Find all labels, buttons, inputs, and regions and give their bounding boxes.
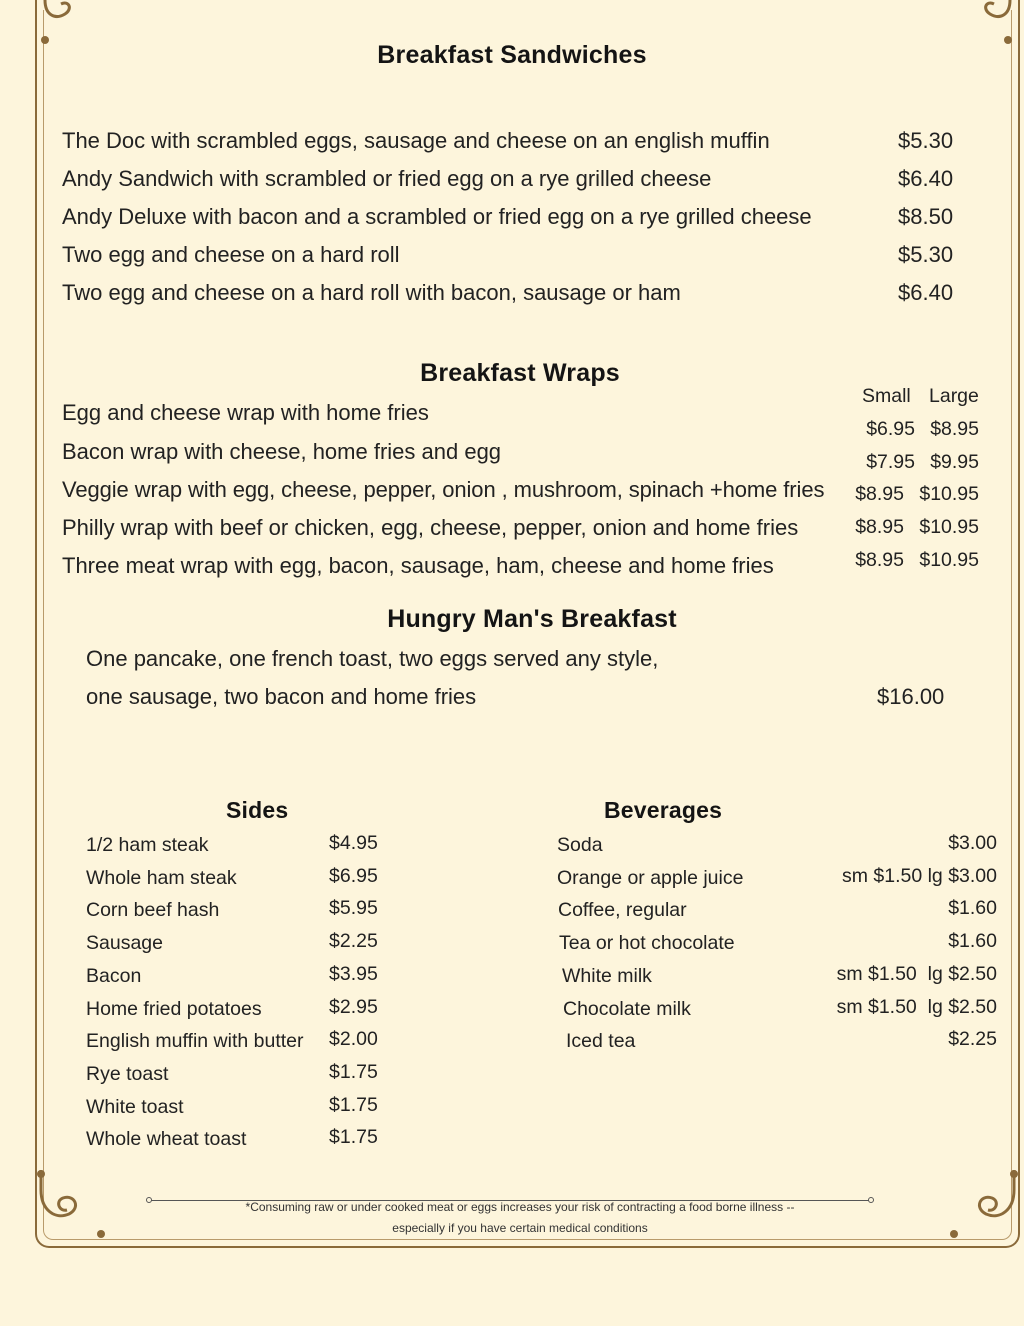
hungry-description-line1: One pancake, one french toast, two eggs served any style,: [86, 646, 659, 671]
side-price: $1.75: [329, 1093, 378, 1116]
beverage-item: Iced tea: [566, 1030, 636, 1053]
side-item: Corn beef hash: [86, 899, 220, 922]
side-item: White toast: [86, 1095, 184, 1118]
sandwich-price: $6.40: [898, 166, 954, 191]
side-price: $1.75: [329, 1126, 378, 1149]
wrap-price-large: $8.95: [930, 418, 979, 440]
side-price: $3.95: [329, 962, 378, 985]
sandwich-price: $6.40: [898, 280, 954, 305]
wrap-item: Three meat wrap with egg, bacon, sausage, ham, cheese and home fries: [62, 553, 774, 578]
wrap-price-small: $7.95: [866, 451, 915, 473]
side-item: Whole ham steak: [86, 866, 237, 889]
beverage-price: $1.60: [948, 930, 997, 953]
wrap-item: Bacon wrap with cheese, home fries and egg: [62, 439, 502, 464]
beverage-price: sm $1.50 lg $2.50: [836, 962, 997, 985]
beverage-item: White milk: [562, 964, 652, 987]
size-large-label: Large: [929, 385, 979, 407]
wrap-price-large: $10.95: [919, 516, 979, 538]
beverage-price: $3.00: [948, 832, 997, 854]
wrap-item: Veggie wrap with egg, cheese, pepper, onion , mushroom, spinach +home fries: [62, 477, 825, 502]
beverage-price: $1.60: [948, 897, 997, 920]
beverages-heading: Beverages: [604, 797, 723, 823]
side-price: $2.25: [329, 930, 378, 953]
side-price: $1.75: [329, 1060, 378, 1083]
sandwich-price: $8.50: [898, 204, 954, 229]
sandwich-price: $5.30: [898, 128, 954, 153]
beverage-item: Coffee, regular: [558, 899, 687, 922]
side-item: Home fried potatoes: [86, 997, 262, 1020]
sandwich-item: Andy Deluxe with bacon and a scrambled or fried egg on a rye grilled cheese: [62, 204, 812, 229]
beverage-price: sm $1.50 lg $3.00: [841, 864, 997, 887]
beverage-item: Soda: [557, 834, 603, 856]
disclaimer-line1: *Consuming raw or under cooked meat or eggs increases your risk of contracting a food borne illness --: [245, 1200, 795, 1214]
side-price: $4.95: [329, 832, 378, 854]
sandwich-item: Two egg and cheese on a hard roll: [62, 242, 400, 267]
side-item: 1/2 ham steak: [86, 834, 209, 856]
wrap-price-large: $9.95: [930, 451, 979, 473]
beverage-item: Orange or apple juice: [557, 866, 744, 889]
wrap-item: Egg and cheese wrap with home fries: [62, 400, 429, 425]
beverage-price: sm $1.50 lg $2.50: [836, 995, 997, 1018]
wrap-price-large: $10.95: [919, 483, 979, 505]
side-item: Bacon: [86, 964, 142, 987]
sandwich-item: The Doc with scrambled eggs, sausage and cheese on an english muffin: [62, 128, 770, 153]
beverage-price: $2.25: [948, 1028, 997, 1051]
disclaimer-line2: especially if you have certain medical conditions: [392, 1221, 648, 1235]
wrap-price-small: $8.95: [855, 483, 904, 505]
side-price: $2.95: [329, 995, 378, 1018]
wrap-price-small: $8.95: [855, 549, 904, 571]
hungry-heading: Hungry Man's Breakfast: [387, 605, 677, 633]
ornament-bottom-left-icon: [35, 1170, 105, 1240]
side-item: Rye toast: [86, 1062, 169, 1085]
wrap-item: Philly wrap with beef or chicken, egg, cheese, pepper, onion and home fries: [62, 515, 799, 540]
side-item: Sausage: [86, 932, 163, 955]
side-price: $5.95: [329, 897, 378, 920]
ornament-bottom-right-icon: [950, 1170, 1020, 1240]
hungry-price: $16.00: [877, 684, 945, 709]
sandwich-item: Andy Sandwich with scrambled or fried egg on a rye grilled cheese: [62, 166, 712, 191]
side-price: $6.95: [329, 864, 378, 887]
wrap-price-large: $10.95: [919, 549, 979, 571]
wrap-price-small: $6.95: [866, 418, 915, 440]
sandwiches-heading: Breakfast Sandwiches: [377, 41, 647, 69]
beverage-item: Chocolate milk: [563, 997, 691, 1020]
sandwich-price: $5.30: [898, 242, 954, 267]
beverage-item: Tea or hot chocolate: [559, 932, 735, 955]
wrap-price-small: $8.95: [855, 516, 904, 538]
wraps-heading: Breakfast Wraps: [420, 359, 620, 387]
hungry-description-line2: one sausage, two bacon and home fries: [86, 684, 477, 709]
side-item: English muffin with butter: [86, 1030, 304, 1053]
sandwich-item: Two egg and cheese on a hard roll with bacon, sausage or ham: [62, 280, 681, 305]
size-small-label: Small: [862, 385, 911, 407]
sides-heading: Sides: [226, 797, 289, 823]
side-item: Whole wheat toast: [86, 1128, 247, 1151]
side-price: $2.00: [329, 1028, 378, 1051]
